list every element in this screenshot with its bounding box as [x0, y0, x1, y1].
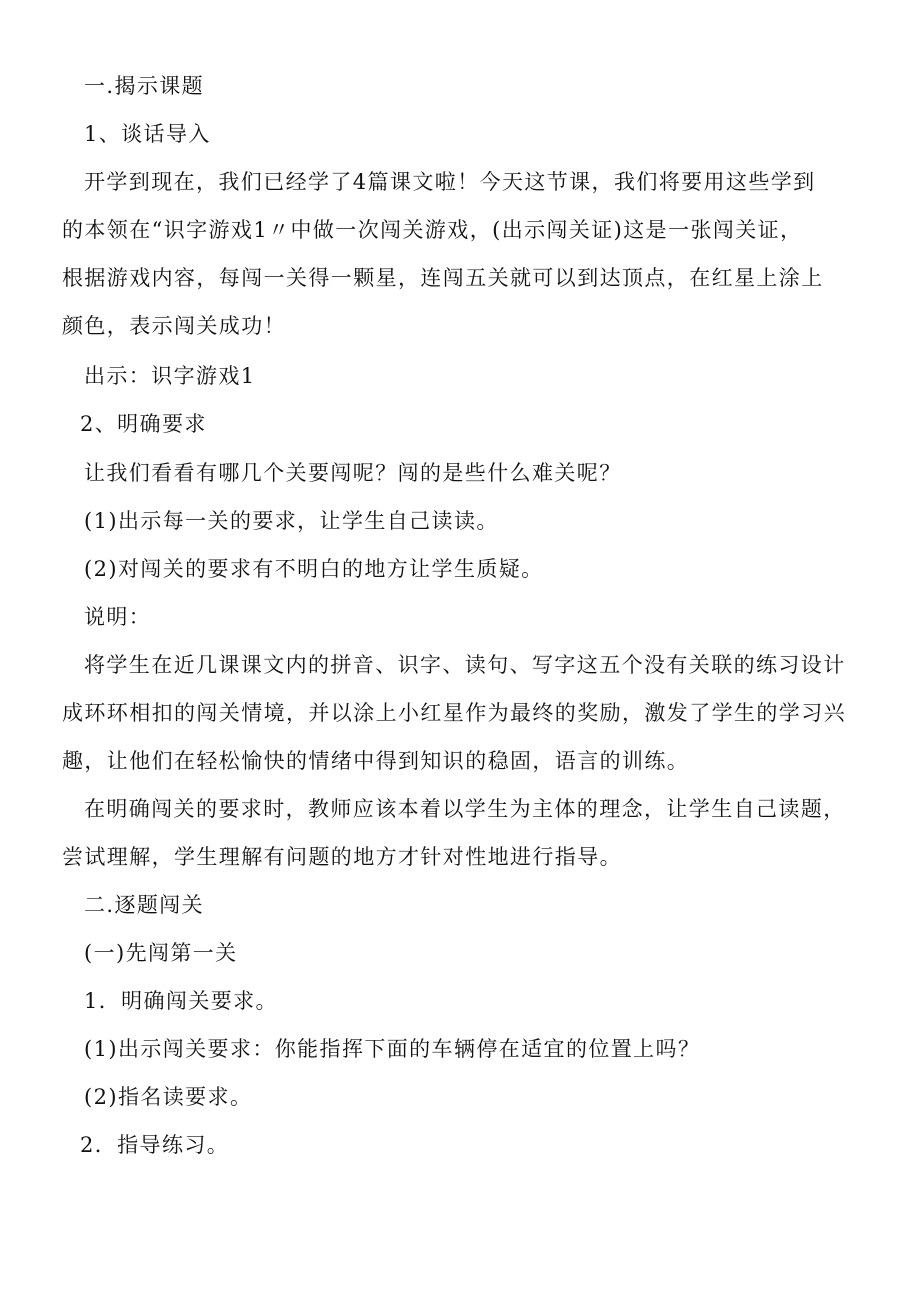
note-label: 说明：	[84, 605, 152, 629]
list-item: (1)出示闯关要求：你能指挥下面的车辆停在适宜的位置上吗？	[84, 1037, 701, 1061]
paragraph-line: 出示：识字游戏1	[84, 364, 256, 388]
list-item: (1)出示每一关的要求，让学生自己读读。	[84, 509, 499, 533]
paragraph-line: 在明确闯关的要求时，教师应该本着以学生为主体的理念，让学生自己读题，	[84, 797, 846, 821]
subsection-heading: (一)先闯第一关	[84, 941, 238, 965]
paragraph-line: 开学到现在，我们已经学了4篇课文啦！今天这节课，我们将要用这些学到	[84, 170, 816, 194]
list-item: (2)指名读要求。	[84, 1085, 253, 1109]
paragraph-line: 根据游戏内容，每闯一关得一颗星，连闯五关就可以到达顶点，在红星上涂上	[62, 266, 824, 290]
list-item: 2．指导练习。	[80, 1133, 230, 1157]
paragraph-line: 颜色，表示闯关成功！	[62, 314, 286, 338]
paragraph-line: 尝试理解，学生理解有问题的地方才针对性地进行指导。	[62, 845, 622, 869]
paragraph-line: 将学生在近几课课文内的拼音、识字、读句、写字这五个没有关联的练习设计	[84, 653, 846, 677]
paragraph-line: 让我们看看有哪几个关要闯呢？闯的是些什么难关呢？	[84, 461, 622, 485]
subsection-heading: 2、明确要求	[80, 412, 207, 436]
list-item: 1．明确闯关要求。	[84, 989, 278, 1013]
list-item: (2)对闯关的要求有不明白的地方让学生质疑。	[84, 557, 544, 581]
paragraph-line: 的本领在“识字游戏1〃中做一次闯关游戏，(出示闯关证)这是一张闯关证，	[62, 218, 803, 242]
subsection-heading: 1、谈话导入	[84, 122, 211, 146]
section-heading-2: 二.逐题闯关	[84, 893, 205, 917]
section-heading-1: 一.揭示课题	[84, 74, 205, 98]
paragraph-line: 成环环相扣的闯关情境，并以涂上小红星作为最终的奖励，激发了学生的学习兴	[62, 701, 846, 725]
paragraph-line: 趣，让他们在轻松愉快的情绪中得到知识的稳固，语言的训练。	[62, 749, 690, 773]
